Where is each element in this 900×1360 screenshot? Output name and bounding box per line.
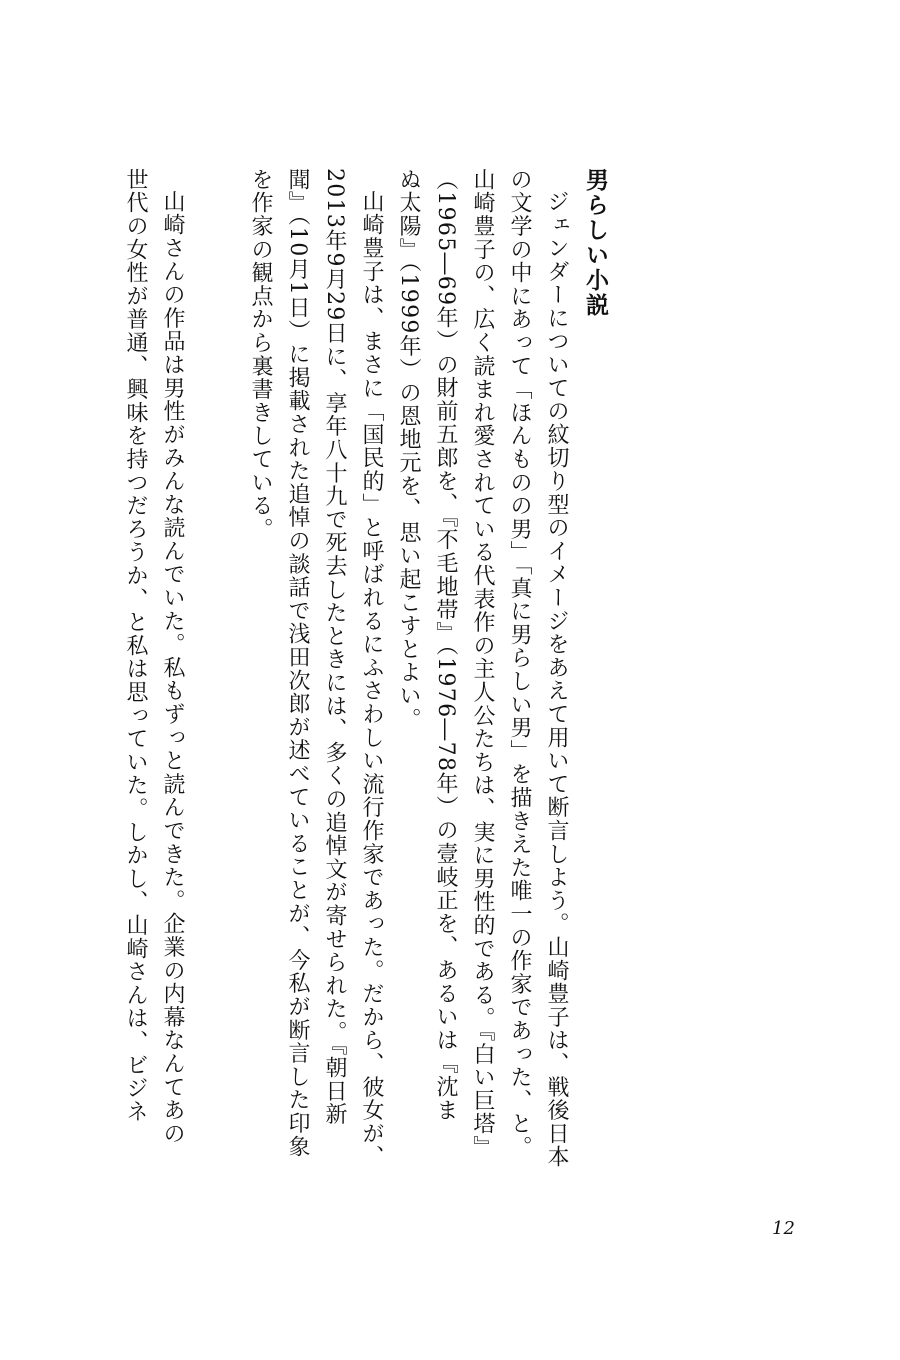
text-column: ぬ太陽』（1999年）の恩地元を、思い起こすとよい。 (396, 168, 421, 731)
quote-column: 山崎さんの作品は男性がみんな読んでいた。私もずっと読んできた。企業の内幕なんてあの (160, 190, 185, 1146)
text-column: 聞』（10月1日）に掲載された追悼の談話で浅田次郎が述べていることが、今私が断言した印象 (285, 168, 310, 1159)
quote-column: 世代の女性が普通、興味を持つだろうか、と私は思っていた。しかし、山崎さんは、ビジネ (123, 168, 148, 1124)
text-column: 2013年9月29日に、享年八十九で死去したときには、多くの追悼文が寄せられた。『朝日新 (322, 168, 347, 1127)
text-column: を作家の観点から裏書きしている。 (248, 168, 273, 541)
text-column: の文学の中にあって「ほんものの男」「真に男らしい男」を描きえた唯一の作家であった、と。 (507, 168, 532, 1159)
section-title: 男らしい小説 (582, 168, 608, 318)
page-number: 12 (772, 1218, 795, 1239)
text-column: （1965―69年）の財前五郎を、『不毛地帯』（1976―78年）の壹岐正を、あるいは『沈ま (433, 168, 458, 1122)
text-column: ジェンダーについての紋切り型のイメージをあえて用いて断言しよう。山崎豊子は、戦後日本 (544, 190, 569, 1169)
text-column: 山崎豊子は、まさに「国民的」と呼ばれるにふさわしい流行作家であった。だから、彼女が、 (359, 190, 384, 1169)
text-column: 山崎豊子の、広く読まれ愛されている代表作の主人公たちは、実に男性的である。『白い巨塔』 (470, 168, 495, 1159)
